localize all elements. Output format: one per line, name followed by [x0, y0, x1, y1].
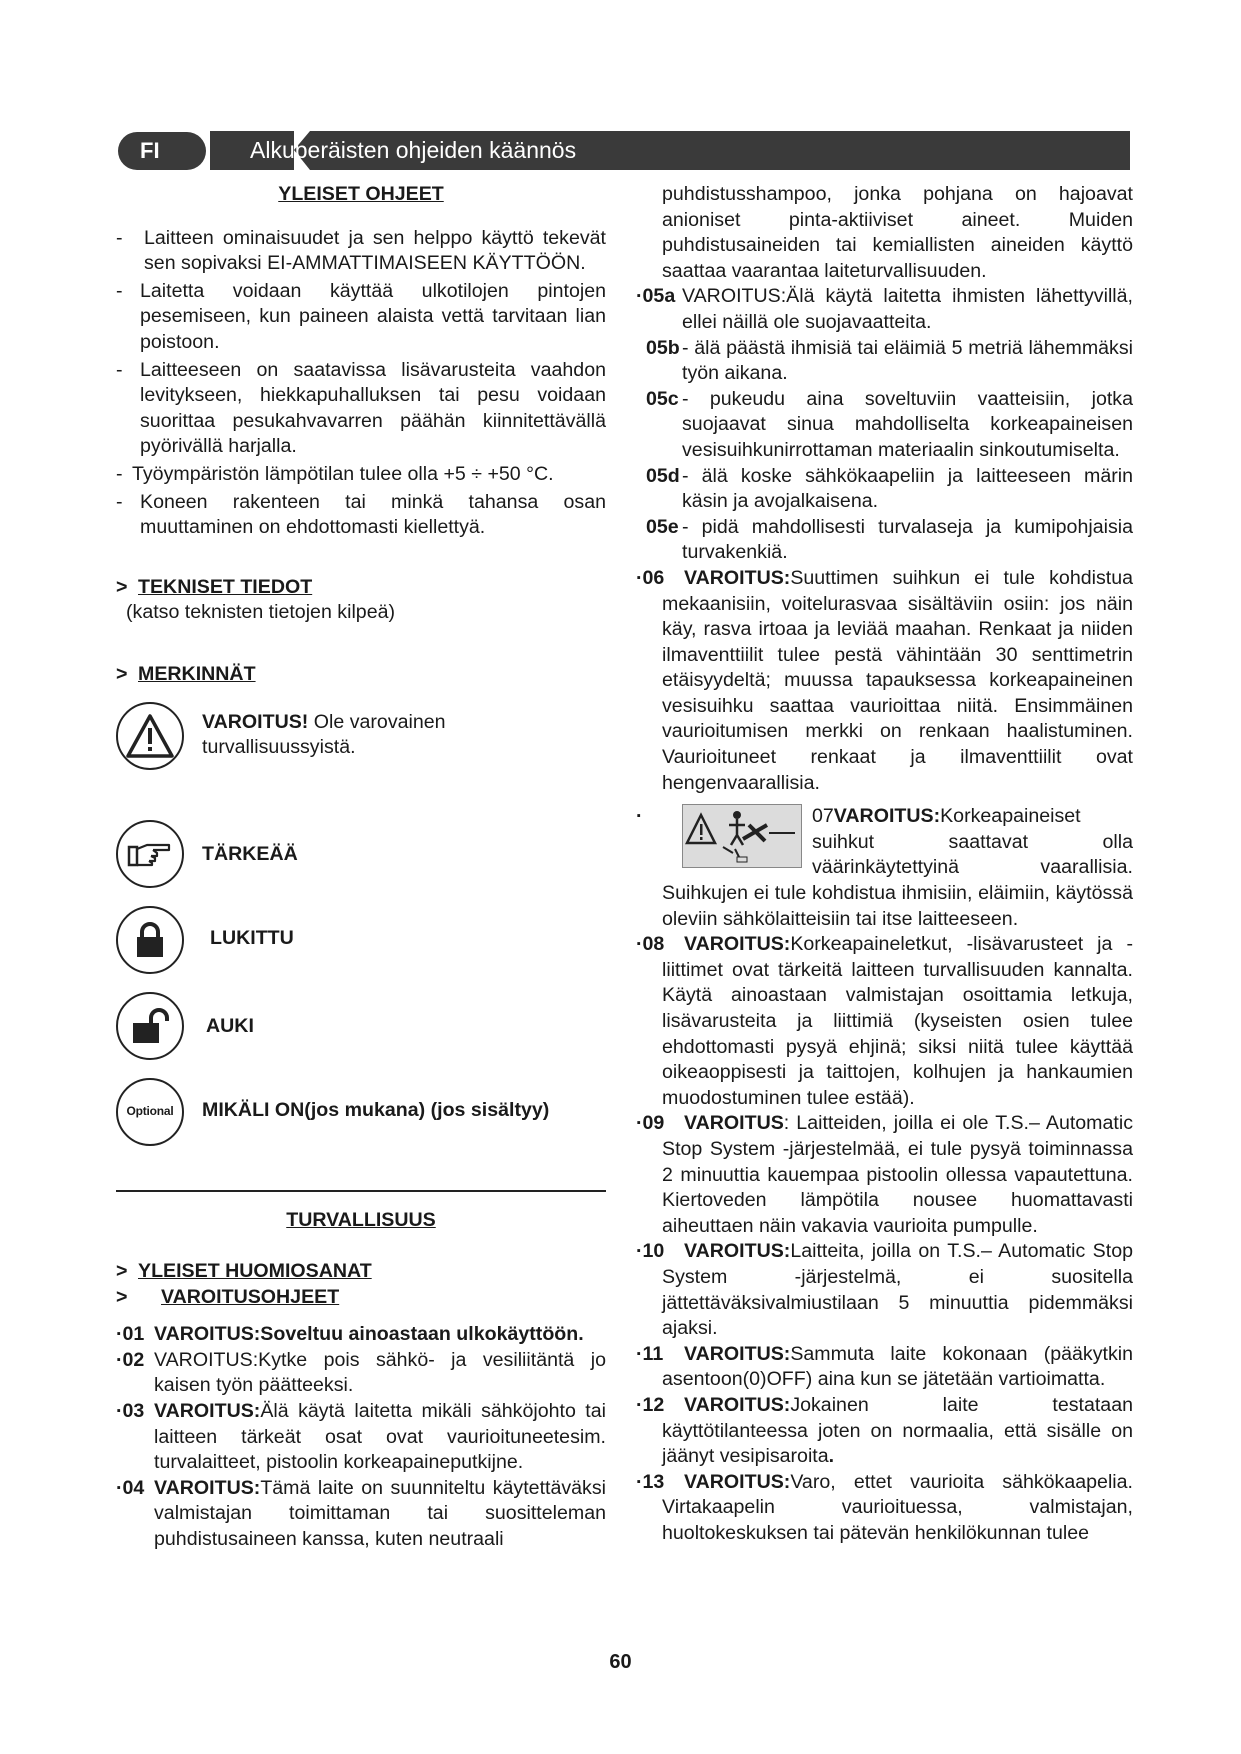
language-badge: FI [118, 132, 206, 170]
general-item: - Laitteeseen on saatavissa lisävarusteita vaahdon levitykseen, hiekkapuhalluksen tai pesu voidaan suorittaa pesukahvavarren päähän kiinnitettävällä pyörivällä harjalla. [116, 358, 606, 460]
symbol-open-text: AUKI [206, 1014, 254, 1037]
symbol-optional-row [116, 1078, 606, 1190]
page-header [118, 131, 1130, 170]
warning-item-05b: 05b - älä päästä ihmisiä tai eläimiä 5 metriä lähemmäksi työn aikana. [646, 336, 1133, 385]
warning-item-05d: 05d - älä koske sähkökaapeliin ja laitteeseen märin käsin ja avojalkaisena. [646, 464, 1133, 513]
markings-heading: > MERKINNÄT [116, 662, 256, 685]
technical-data-note: (katso teknisten tietojen kilpeä) [126, 601, 396, 624]
lock-closed-icon [116, 906, 184, 974]
warning-instructions-heading: > VAROITUSOHJEET [116, 1285, 340, 1308]
warning-item-13: ·13 VAROITUS:Varo, ettet vaurioita sähkökaapelia. Virtakaapelin vaurioituessa, valmistajan, huoltokeskuksen tai pätevän henkilökunnan tulee [636, 1470, 1133, 1544]
left-column [116, 182, 606, 1553]
warning-item-07: · 07VAROITUS:Korkeapaineiset suihkut saattavat olla väärinkäytettyinä vaarallisia. Suihkujen ei tule kohdistua ihmisiin, eläimiin, käytössä oleviin sähkölaitteisiin tai itse laitteeseen. [636, 805, 1133, 930]
general-instructions-heading: YLEISET OHJEET [278, 183, 444, 205]
warning-item-05c: 05c - pukeudu aina soveltuviin vaatteisiin, jotka suojaavat sinua mahdolliselta korkeapaineisen vesisuihkunirrottaman materiaalin sinkoutumiselta. [646, 387, 1133, 461]
warning-item-10: ·10 VAROITUS:Laitteita, joilla on T.S.– Automatic Stop System -järjestelmä, ei suositella jättettäväksivalmiustilaan 5 minuuttia pidemmäksi ajaksi. [636, 1240, 1133, 1340]
spray-hazard-pictogram [682, 804, 802, 868]
warning-item-05a: ·05a VAROITUS:Älä käytä laitetta ihmisten lähettyvillä, ellei näillä ole suojavaatteita. [636, 285, 1133, 333]
warning-item-01: ·01 VAROITUS:Soveltuu ainoastaan ulkokäyttöön. [116, 1323, 584, 1346]
page-number: 60 [609, 1651, 632, 1673]
safety-heading: TURVALLISUUS [286, 1208, 436, 1231]
general-warnings-heading: > YLEISET HUOMIOSANAT [116, 1260, 372, 1283]
symbol-locked-row [116, 906, 606, 992]
warning-item-11: ·11 VAROITUS:Sammuta laite kokonaan (pääkytkin asentoon(0)OFF) aina kun se jätetään vartioimatta. [636, 1342, 1133, 1391]
symbol-optional-text: MIKÄLI ON(jos mukana) (jos sisältyy) [202, 1098, 550, 1121]
right-column [636, 182, 1133, 1546]
symbol-important-text: TÄRKEÄÄ [202, 842, 298, 865]
general-item: - Laitetta voidaan käyttää ulkotilojen pintojen pesemiseen, kun paineen alaista vettä tarvitaan lian poistoon. [116, 279, 606, 356]
symbol-warning-text: VAROITUS! Ole varovainen turvallisuussyistä. [202, 710, 446, 759]
warning-item-04-continued: puhdistusshampoo, jonka pohjana on hajoavat anioniset pinta-aktiiviset aineet. Muiden puhdistusaineiden tai kemiallisten aineiden käyttö saattaa vaarantaa laiteturvallisuuden. [662, 183, 1133, 282]
lock-open-icon [116, 992, 184, 1060]
spray-hazard-icon [683, 805, 801, 867]
warning-item-05e: 05e - pidä mahdollisesti turvalaseja ja kumipohjaisia turvakenkiä. [646, 515, 1133, 564]
section-divider [116, 1190, 606, 1192]
general-item: - Koneen rakenteen tai minkä tahansa osan muuttaminen on ehdottomasti kiellettyä. [116, 490, 606, 541]
symbol-important-row [116, 820, 606, 906]
warning-item-12: ·12 VAROITUS:Jokainen laite testataan käyttötilanteessa joten on normaalia, että sisälle on jäänyt vesipisaroita. [636, 1393, 1133, 1468]
technical-data-heading: > TEKNISET TIEDOT [116, 575, 313, 598]
general-item: - Laitteen ominaisuudet ja sen helppo käyttö tekevät sen sopivaksi EI-AMMATTIMAISEEN KÄYTTÖÖN. [116, 226, 606, 277]
warning-item-02: ·02 VAROITUS:Kytke pois sähkö- ja vesiliitäntä jo kaisen työn päätteeksi. [116, 1348, 606, 1397]
pointing-hand-icon [116, 820, 184, 888]
symbol-warning-row [116, 702, 606, 820]
general-item: - Työympäristön lämpötilan tulee olla +5 ÷ +50 °C. [116, 462, 606, 488]
header-title: Alkuperäisten ohjeiden käännös [250, 137, 577, 163]
warning-item-06: ·06 VAROITUS:Suuttimen suihkun ei tule kohdistua mekaanisiin, voitelurasvaa sisältäviin osiin: jos näin käy, rasva irtoaa ja leviää maahan. Renkaat ja niiden ilmaventtiilit tulee pestä vähintään 30 senttimetrin etäisyydeltä; muussa tapauksessa korkeapaineinen vesisuihku saattaa vaurioittaa niitä. Ensimmäinen vaurioitumisen merkki on renkaan haalistuminen. Vaurioituneet renkaat ja ilmaventtiilit ovat hengenvaarallisia. [636, 566, 1133, 794]
symbol-locked-text: LUKITTU [210, 926, 294, 949]
warning-item-09: ·09 VAROITUS: Laitteiden, joilla ei ole T.S.– Automatic Stop System -järjestelmää, ei tule pysyä toiminnassa 2 minuuttia kauempaa pistoolin ollessa vapautettuna. Kiertoveden lämpötila nousee huomattavasti aiheuttaen näin vakavia vaurioita pumpulle. [636, 1112, 1133, 1237]
warning-item-04: ·04 VAROITUS:Tämä laite on suunniteltu käytettäväksi valmistajan toimittaman tai suositteleman puhdistusaineen kanssa, kuten neutraali [116, 1476, 606, 1551]
warning-item-08: ·08 VAROITUS:Korkeapaineletkut, -lisävarusteet ja -liittimet ovat tärkeitä laitteen turvallisuuden kannalta. Käytä ainoastaan valmistajan osoittamia letkuja, lisävarusteita ja liittimiä (kyseisten osien tulee ehdottomasti pysyä ehjinä; siksi niitä tulee käyttää oikeaoppisesti ja taittojen, kolhujen ja hankaumien muodostuminen tulee estää). [636, 933, 1133, 1109]
warning-triangle-icon [116, 702, 184, 770]
optional-icon: Optional [116, 1078, 184, 1146]
warning-item-03: ·03 VAROITUS:Älä käytä laitetta mikäli sähköjohto tai laitteen tärkeät osat ovat vaurioituneetesim. turvalaitteet, pistoolin korkeapaineputkijne. [116, 1400, 606, 1474]
symbol-open-row [116, 992, 606, 1078]
